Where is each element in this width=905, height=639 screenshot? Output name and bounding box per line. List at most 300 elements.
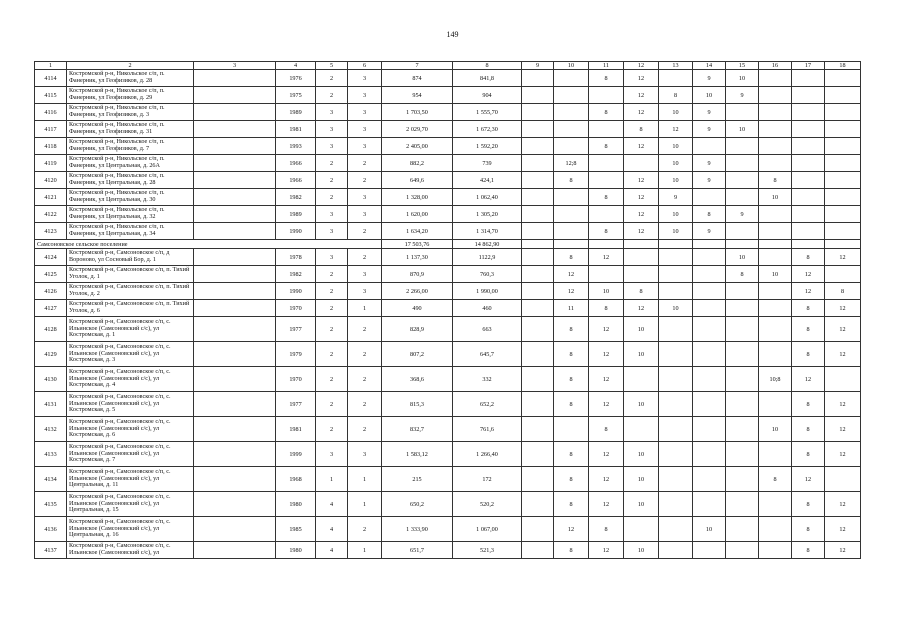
table-cell (554, 240, 589, 249)
table-cell: 12 (589, 342, 624, 367)
table-cell: 8 (624, 121, 659, 138)
table-cell (522, 189, 554, 206)
table-cell: 1999 (276, 442, 316, 467)
table-cell (792, 172, 825, 189)
table-cell: 1 067,00 (453, 517, 522, 542)
table-cell (759, 342, 792, 367)
table-cell: 2 266,00 (382, 283, 453, 300)
table-cell: 1977 (276, 392, 316, 417)
table-cell (792, 87, 825, 104)
table-cell: 8 (554, 342, 589, 367)
table-cell (659, 240, 693, 249)
table-cell: 1 990,00 (453, 283, 522, 300)
table-row (35, 317, 861, 342)
table-cell: 8 (589, 104, 624, 121)
table-cell (522, 266, 554, 283)
table-cell: 2 (316, 266, 348, 283)
table-cell: 2 (348, 317, 382, 342)
table-cell (726, 240, 759, 249)
table-cell: 882,2 (382, 155, 453, 172)
table-cell (554, 87, 589, 104)
table-row (35, 442, 861, 467)
table-cell (726, 467, 759, 492)
row-number-cell: 4124 (35, 249, 67, 266)
table-cell: 2 (348, 249, 382, 266)
table-cell: 1966 (276, 155, 316, 172)
table-cell: 1975 (276, 87, 316, 104)
table-cell: 1 (348, 300, 382, 317)
table-cell: 2 (348, 392, 382, 417)
table-cell (726, 189, 759, 206)
table-cell: 1 592,20 (453, 138, 522, 155)
table-cell (825, 121, 861, 138)
table-cell: 3 (348, 121, 382, 138)
table-cell: 12 (659, 121, 693, 138)
row-number-cell: 4120 (35, 172, 67, 189)
table-cell: 1 634,20 (382, 223, 453, 240)
address-cell: Костромской р-н, Самсоновское с/п, с. Ильинское (Самсоновский с/с), ул Костромская, д. 7 (67, 442, 194, 467)
table-cell: 1990 (276, 283, 316, 300)
table-cell (693, 240, 726, 249)
table-cell: 1989 (276, 206, 316, 223)
table-cell (693, 342, 726, 367)
table-cell (792, 104, 825, 121)
address-cell: Костромской р-н, Никольское с/п, п. Фанерник, ул Геофизиков, д. 29 (67, 87, 194, 104)
table-cell: 807,2 (382, 342, 453, 367)
row-number-cell: 4122 (35, 206, 67, 223)
section-subtotal-row (35, 240, 861, 249)
table-cell (194, 417, 276, 442)
column-number-cell: 8 (453, 62, 522, 70)
table-cell: 1990 (276, 223, 316, 240)
table-cell (726, 104, 759, 121)
table-cell (792, 206, 825, 223)
table-cell (792, 240, 825, 249)
table-cell (522, 317, 554, 342)
row-number-cell: 4131 (35, 392, 67, 417)
table-cell: 11 (554, 300, 589, 317)
column-number-cell: 13 (659, 62, 693, 70)
table-cell: 10 (589, 283, 624, 300)
table-cell: 8 (589, 138, 624, 155)
table-cell: 1966 (276, 172, 316, 189)
table-cell: 1 (348, 492, 382, 517)
table-cell (726, 172, 759, 189)
table-cell: 3 (316, 223, 348, 240)
table-cell (726, 442, 759, 467)
table-cell: 874 (382, 70, 453, 87)
table-cell (194, 542, 276, 559)
address-cell: Костромской р-н, Никольское с/п, п. Фанерник, ул Центральная, д. 26А (67, 155, 194, 172)
table-cell (726, 342, 759, 367)
table-cell: 1980 (276, 542, 316, 559)
table-cell: 2 (348, 367, 382, 392)
table-cell: 650,2 (382, 492, 453, 517)
table-cell: 10 (624, 317, 659, 342)
table-cell: 10;8 (759, 367, 792, 392)
table-cell (194, 266, 276, 283)
table-cell: 10 (659, 206, 693, 223)
row-number-cell: 4135 (35, 492, 67, 517)
table-cell: 8 (589, 417, 624, 442)
table-cell (522, 155, 554, 172)
table-cell: 8 (792, 317, 825, 342)
table-cell (825, 104, 861, 121)
table-cell: 172 (453, 467, 522, 492)
table-cell: 10 (693, 517, 726, 542)
table-cell: 3 (348, 87, 382, 104)
table-cell (792, 223, 825, 240)
table-cell (624, 249, 659, 266)
table-cell: 954 (382, 87, 453, 104)
table-cell (659, 442, 693, 467)
table-cell: 2 (348, 172, 382, 189)
table-cell (522, 87, 554, 104)
table-cell (589, 87, 624, 104)
table-cell (825, 189, 861, 206)
table-cell (522, 223, 554, 240)
table-cell (194, 283, 276, 300)
table-cell: 332 (453, 367, 522, 392)
table-cell (624, 367, 659, 392)
table-cell: 368,6 (382, 367, 453, 392)
table-cell (693, 392, 726, 417)
table-cell (522, 492, 554, 517)
table-cell: 12 (825, 442, 861, 467)
row-number-cell: 4117 (35, 121, 67, 138)
table-cell (624, 240, 659, 249)
table-cell: 10 (759, 266, 792, 283)
table-cell: 739 (453, 155, 522, 172)
table-cell (726, 542, 759, 559)
table-row (35, 155, 861, 172)
table-cell (759, 542, 792, 559)
table-cell (759, 283, 792, 300)
table-cell: 12 (825, 300, 861, 317)
table-row (35, 283, 861, 300)
table-cell: 10 (659, 155, 693, 172)
column-number-cell: 7 (382, 62, 453, 70)
table-cell: 649,6 (382, 172, 453, 189)
table-cell (792, 138, 825, 155)
table-cell: 8 (792, 417, 825, 442)
table-cell (522, 392, 554, 417)
table-cell: 12 (825, 249, 861, 266)
table-cell: 1970 (276, 300, 316, 317)
table-cell: 9 (693, 104, 726, 121)
table-cell: 663 (453, 317, 522, 342)
table-cell: 1 333,90 (382, 517, 453, 542)
table-cell: 1981 (276, 121, 316, 138)
table-cell: 3 (316, 104, 348, 121)
table-cell (194, 87, 276, 104)
table-cell: 1 583,12 (382, 442, 453, 467)
row-number-cell: 4132 (35, 417, 67, 442)
table-cell (759, 121, 792, 138)
table-cell (693, 442, 726, 467)
table-cell: 12 (589, 392, 624, 417)
table-cell (624, 517, 659, 542)
table-cell: 2 (316, 70, 348, 87)
table-cell: 8 (554, 249, 589, 266)
table-cell: 1 620,00 (382, 206, 453, 223)
table-cell: 870,9 (382, 266, 453, 283)
table-cell: 1 (348, 542, 382, 559)
address-cell: Костромской р-н, Никольское с/п, п. Фанерник, ул Центральная, д. 34 (67, 223, 194, 240)
table-cell: 10 (759, 189, 792, 206)
table-cell: 4 (316, 492, 348, 517)
table-cell (759, 249, 792, 266)
table-cell: 1 305,20 (453, 206, 522, 223)
table-row (35, 542, 861, 559)
table-cell (825, 206, 861, 223)
table-cell: 8 (659, 87, 693, 104)
table-cell (759, 442, 792, 467)
address-cell: Костромской р-н, Самсоновское с/п, с. Ильинское (Самсоновский с/с), ул Центральная, д. 16 (67, 517, 194, 542)
column-number-cell: 17 (792, 62, 825, 70)
table-cell (659, 283, 693, 300)
address-cell: Костромской р-н, Самсоновское с/п, п. Тихий Уголок, д. 1 (67, 266, 194, 283)
column-number-cell: 11 (589, 62, 624, 70)
table-cell: 8 (726, 266, 759, 283)
table-cell: 1977 (276, 317, 316, 342)
column-number-cell: 4 (276, 62, 316, 70)
table-cell: 10 (624, 392, 659, 417)
table-cell (554, 417, 589, 442)
page-number: 149 (446, 30, 459, 39)
table-row (35, 138, 861, 155)
address-cell: Костромской р-н, Самсоновское с/п, с. Ильинское (Самсоновский с/с), ул Костромская, д. 6 (67, 417, 194, 442)
table-cell (693, 317, 726, 342)
table-cell (726, 317, 759, 342)
table-cell: 1 (316, 467, 348, 492)
table-cell: 3 (316, 121, 348, 138)
table-cell: 490 (382, 300, 453, 317)
table-cell (792, 189, 825, 206)
table-cell (194, 104, 276, 121)
table-cell: 12 (589, 249, 624, 266)
table-cell: 8 (792, 249, 825, 266)
table-cell (759, 240, 792, 249)
table-cell: 1980 (276, 492, 316, 517)
table-cell (194, 442, 276, 467)
table-cell: 520,2 (453, 492, 522, 517)
table-cell: 1 266,40 (453, 442, 522, 467)
table-cell (194, 367, 276, 392)
table-cell: 4 (316, 517, 348, 542)
row-number-cell: 4129 (35, 342, 67, 367)
address-cell: Костромской р-н, Никольское с/п, п. Фанерник, ул Центральная, д. 28 (67, 172, 194, 189)
table-row (35, 206, 861, 223)
table-cell: 1 314,70 (453, 223, 522, 240)
table-cell (554, 121, 589, 138)
table-cell (589, 155, 624, 172)
table-cell: 8 (759, 467, 792, 492)
table-cell: 9 (693, 223, 726, 240)
table-cell: 10 (624, 542, 659, 559)
table-cell (693, 467, 726, 492)
table-cell: 460 (453, 300, 522, 317)
table-cell (589, 172, 624, 189)
table-cell (522, 249, 554, 266)
table-cell: 12 (589, 542, 624, 559)
table-cell: 10 (624, 467, 659, 492)
table-row (35, 249, 861, 266)
table-row (35, 104, 861, 121)
table-cell (825, 240, 861, 249)
section-total-living-area: 14 862,90 (453, 240, 522, 249)
table-cell: 9 (693, 155, 726, 172)
table-cell: 8 (554, 367, 589, 392)
table-cell (522, 172, 554, 189)
table-cell: 12 (825, 517, 861, 542)
table-cell: 3 (348, 104, 382, 121)
table-cell (825, 155, 861, 172)
table-cell (659, 492, 693, 517)
table-cell (792, 70, 825, 87)
table-cell: 10 (624, 442, 659, 467)
table-cell: 3 (348, 442, 382, 467)
table-cell: 2 029,70 (382, 121, 453, 138)
table-row (35, 300, 861, 317)
table-row (35, 517, 861, 542)
address-cell: Костромской р-н, Самсоновское с/п, с. Ильинское (Самсоновский с/с), ул Центральная, д. 15 (67, 492, 194, 517)
table-cell (825, 367, 861, 392)
table-cell (693, 138, 726, 155)
table-cell: 12 (554, 266, 589, 283)
table-cell: 12 (624, 206, 659, 223)
column-number-cell: 1 (35, 62, 67, 70)
row-number-cell: 4134 (35, 467, 67, 492)
table-cell: 12 (624, 223, 659, 240)
row-number-cell: 4115 (35, 87, 67, 104)
table-cell: 2 (348, 342, 382, 367)
table-cell: 2 (316, 155, 348, 172)
table-cell: 8 (554, 392, 589, 417)
table-cell (726, 392, 759, 417)
table-cell (624, 155, 659, 172)
table-row (35, 121, 861, 138)
table-cell: 3 (348, 266, 382, 283)
table-cell (589, 240, 624, 249)
table-cell (194, 121, 276, 138)
table-cell (522, 517, 554, 542)
table-cell: 9 (693, 70, 726, 87)
table-cell (522, 104, 554, 121)
table-cell (659, 467, 693, 492)
table-cell: 1 062,40 (453, 189, 522, 206)
table-cell: 8 (589, 189, 624, 206)
column-number-cell: 10 (554, 62, 589, 70)
table-cell: 10 (659, 223, 693, 240)
table-cell: 10 (693, 87, 726, 104)
table-cell: 9 (659, 189, 693, 206)
table-cell (693, 189, 726, 206)
table-cell: 651,7 (382, 542, 453, 559)
table-cell (659, 517, 693, 542)
table-cell (693, 417, 726, 442)
table-cell (554, 189, 589, 206)
table-cell (624, 417, 659, 442)
table-cell: 12 (792, 467, 825, 492)
table-cell (554, 206, 589, 223)
table-cell: 8 (589, 517, 624, 542)
table-cell: 12 (624, 189, 659, 206)
table-cell (194, 492, 276, 517)
table-cell: 2 (348, 417, 382, 442)
table-cell: 8 (792, 492, 825, 517)
row-number-cell: 4114 (35, 70, 67, 87)
column-number-row (35, 62, 861, 70)
table-cell (693, 249, 726, 266)
table-cell (194, 467, 276, 492)
table-cell (194, 155, 276, 172)
table-cell: 4 (316, 542, 348, 559)
table-row (35, 266, 861, 283)
table-cell: 1970 (276, 367, 316, 392)
table-cell (194, 206, 276, 223)
table-cell (194, 517, 276, 542)
column-number-cell: 3 (194, 62, 276, 70)
table-cell (659, 249, 693, 266)
table-cell (693, 283, 726, 300)
table-cell: 1 (348, 467, 382, 492)
row-number-cell: 4126 (35, 283, 67, 300)
table-cell (726, 155, 759, 172)
table-cell: 3 (348, 138, 382, 155)
table-cell: 2 (316, 300, 348, 317)
table-cell (759, 317, 792, 342)
table-cell: 2 (316, 392, 348, 417)
table-cell: 12 (624, 104, 659, 121)
address-cell: Костромской р-н, Самсоновское с/п, д Вороново, ул Сосновый Бор, д. 1 (67, 249, 194, 266)
table-cell: 815,3 (382, 392, 453, 417)
table-cell: 12 (792, 367, 825, 392)
table-cell: 8 (792, 442, 825, 467)
table-row (35, 392, 861, 417)
table-cell (194, 70, 276, 87)
table-cell (825, 172, 861, 189)
table-cell: 8 (554, 317, 589, 342)
table-cell (589, 266, 624, 283)
column-number-cell: 9 (522, 62, 554, 70)
table-cell (659, 70, 693, 87)
table-cell: 1968 (276, 467, 316, 492)
table-cell (659, 266, 693, 283)
address-cell: Костромской р-н, Самсоновское с/п, с. Ильинское (Самсоновский с/с), ул Костромская, д. 3 (67, 342, 194, 367)
table-cell (726, 417, 759, 442)
address-cell: Костромской р-н, Самсоновское с/п, с. Ильинское (Самсоновский с/с), ул Костромская, д. 5 (67, 392, 194, 417)
table-row (35, 492, 861, 517)
housing-register-table (34, 61, 861, 559)
table-cell: 9 (726, 87, 759, 104)
address-cell: Костромской р-н, Никольское с/п, п. Фанерник, ул Геофизиков, д. 3 (67, 104, 194, 121)
column-number-cell: 5 (316, 62, 348, 70)
table-cell (522, 542, 554, 559)
table-cell (194, 138, 276, 155)
table-cell (522, 342, 554, 367)
table-cell: 3 (348, 70, 382, 87)
table-cell (825, 87, 861, 104)
table-cell (659, 342, 693, 367)
table-cell (693, 492, 726, 517)
table-row (35, 342, 861, 367)
table-row (35, 367, 861, 392)
address-cell: Костромской р-н, Самсоновское с/п, п. Тихий Уголок, д. 6 (67, 300, 194, 317)
table-cell: 215 (382, 467, 453, 492)
table-cell: 1982 (276, 266, 316, 283)
table-cell: 12;8 (554, 155, 589, 172)
